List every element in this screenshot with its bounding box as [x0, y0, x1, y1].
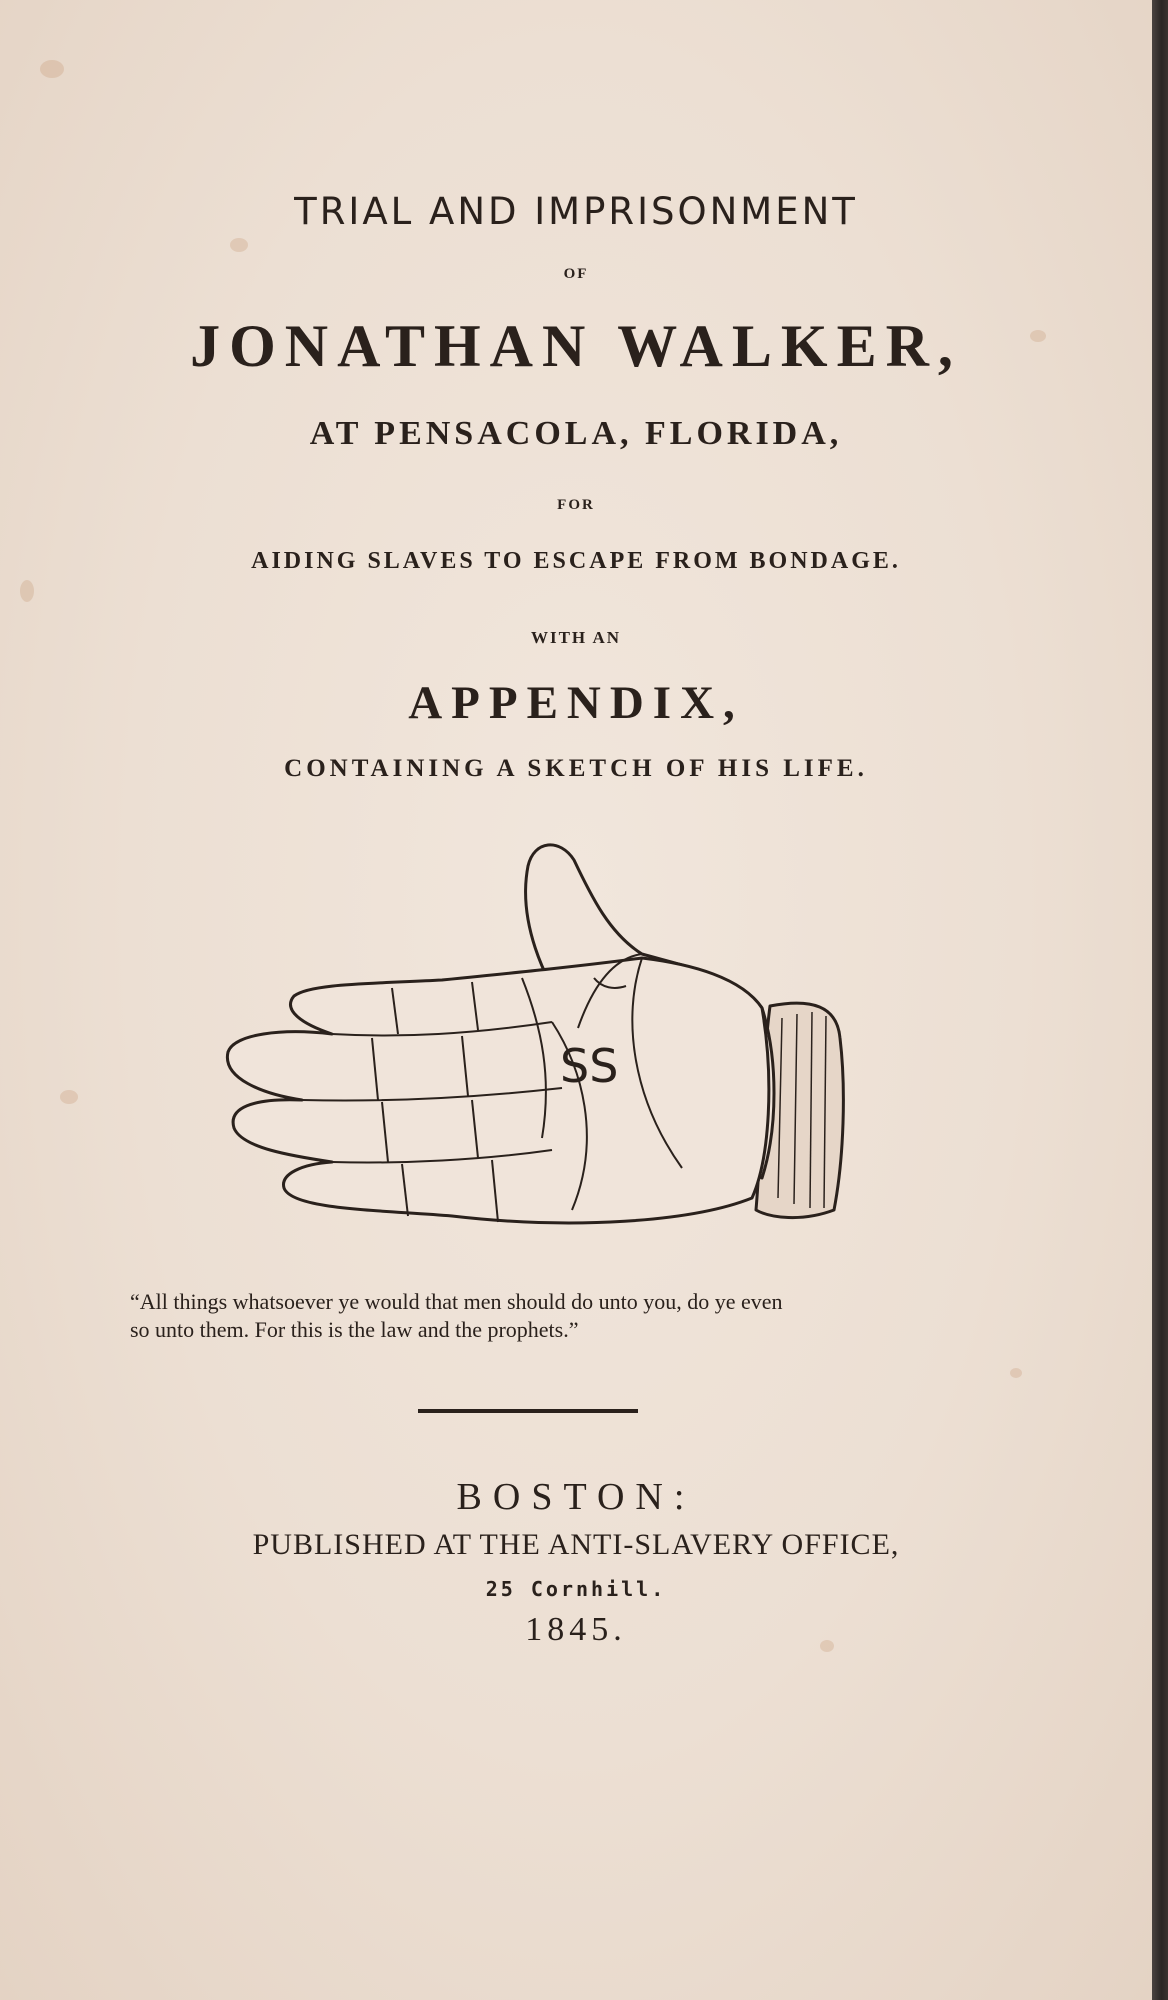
location-line: AT PENSACOLA, FLORIDA, [309, 415, 843, 452]
imprint-city: BOSTON: [456, 1476, 696, 1518]
imprint-year: 1845. [525, 1611, 627, 1648]
of-line: OF [563, 266, 589, 282]
containing-line: CONTAINING A SKETCH OF HIS LIFE. [284, 755, 868, 782]
foxing-spot [230, 238, 248, 252]
foxing-spot [60, 1090, 78, 1104]
imprint-address: 25 Cornhill. [485, 1577, 667, 1601]
epigraph-line: “All things whatsoever ye would that men should do unto you, do ye even [130, 1289, 783, 1314]
charge-line: AIDING SLAVES TO ESCAPE FROM BONDAGE. [251, 548, 901, 574]
foxing-spot [40, 60, 64, 78]
author-name: JONATHAN WALKER, [190, 313, 962, 379]
appendix-heading: APPENDIX, [408, 677, 744, 729]
book-spine [1152, 0, 1168, 2000]
divider-rule [418, 1408, 638, 1414]
with-an-line: WITH AN [530, 628, 622, 647]
foxing-spot [1010, 1368, 1022, 1378]
for-line: FOR [557, 497, 595, 513]
epigraph-line: so unto them. For this is the law and the prophets.” [130, 1317, 579, 1342]
branded-hand-illustration [222, 838, 850, 1238]
imprint-publisher: PUBLISHED AT THE ANTI-SLAVERY OFFICE, [252, 1528, 900, 1561]
epigraph [130, 1288, 960, 1344]
title-line: TRIAL AND IMPRISONMENT [294, 190, 858, 233]
foxing-spot [20, 580, 34, 602]
brand-mark: SS [560, 1039, 619, 1093]
